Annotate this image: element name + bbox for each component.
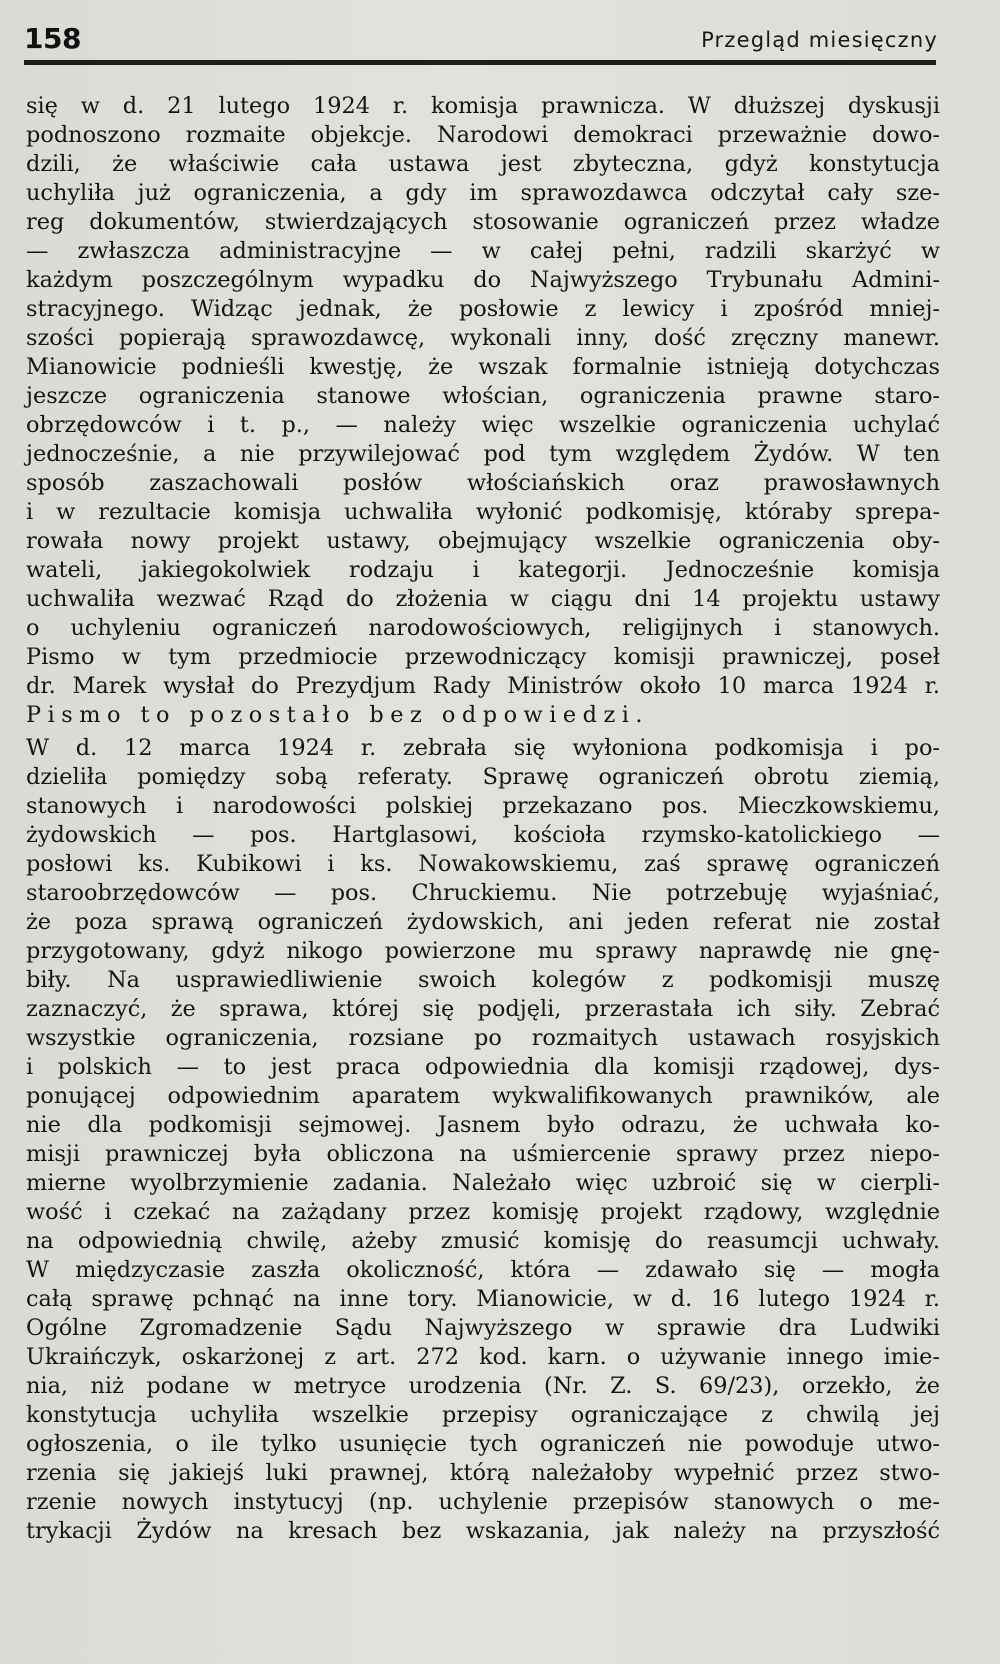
running-title: Przegląd miesięczny bbox=[701, 28, 938, 52]
text-line: każdym poszczególnym wypadku do Najwyższego Trybunału Admini- bbox=[26, 267, 940, 293]
text-line: ogłoszenia, o ile tylko usunięcie tych ograniczeń nie powoduje utwo- bbox=[26, 1431, 940, 1457]
text-line: Mianowicie podnieśli kwestję, że wszak formalnie istnieją dotychczas bbox=[26, 354, 940, 380]
text-line: Ogólne Zgromadzenie Sądu Najwyższego w sprawie dra Ludwiki bbox=[26, 1315, 940, 1341]
text-line: konstytucja uchyliła wszelkie przepisy ograniczające z chwilą jej bbox=[26, 1402, 940, 1428]
page-number: 158 bbox=[24, 22, 81, 55]
text-line: przygotowany, gdyż nikogo powierzone mu sprawy naprawdę nie gnę- bbox=[26, 938, 940, 964]
text-line: wszystkie ograniczenia, rozsiane po rozmaitych ustawach rosyjskich bbox=[26, 1025, 940, 1051]
text-line: Pismo w tym przedmiocie przewodniczący komisji prawniczej, poseł bbox=[26, 644, 940, 670]
text-line: szości popierają sprawozdawcę, wykonali inny, dość zręczny manewr. bbox=[26, 325, 940, 351]
text-line: staroobrzędowców — pos. Chruckiemu. Nie potrzebuję wyjaśniać, bbox=[26, 880, 940, 906]
body-text bbox=[26, 92, 940, 1546]
text-line: dzili, że właściwie cała ustawa jest zbyteczna, gdyż konstytucja bbox=[26, 151, 940, 177]
text-line: całą sprawę pchnąć na inne tory. Mianowicie, w d. 16 lutego 1924 r. bbox=[26, 1286, 940, 1312]
text-line: biły. Na usprawiedliwienie swoich kolegów z podkomisji muszę bbox=[26, 967, 940, 993]
text-line: jednocześnie, a nie przywilejować pod tym względem Żydów. W ten bbox=[26, 441, 940, 467]
text-line: trykacji Żydów na kresach bez wskazania, jak należy na przyszłość bbox=[26, 1518, 940, 1544]
text-line: dzieliła pomiędzy sobą referaty. Sprawę ograniczeń obrotu ziemią, bbox=[26, 764, 940, 790]
text-line: się w d. 21 lutego 1924 r. komisja prawnicza. W dłuższej dyskusji bbox=[26, 93, 940, 119]
text-line: żydowskich — pos. Hartglasowi, kościoła rzymsko-katolickiego — bbox=[26, 822, 940, 848]
page-header bbox=[24, 22, 938, 56]
text-line: i w rezultacie komisja uchwaliła wyłonić podkomisję, któraby sprepa- bbox=[26, 499, 940, 525]
text-line: mierne wyolbrzymienie zadania. Należało więc uzbroić się w cierpli- bbox=[26, 1170, 940, 1196]
text-line: reg dokumentów, stwierdzających stosowanie ograniczeń przez władze bbox=[26, 209, 940, 235]
text-line: podnoszono rozmaite objekcje. Narodowi demokraci przeważnie dowo- bbox=[26, 122, 940, 148]
text-line: na odpowiednią chwilę, ażeby zmusić komisję do reasumcji uchwały. bbox=[26, 1228, 940, 1254]
text-line: uchwaliła wezwać Rząd do złożenia w ciągu dni 14 projektu ustawy bbox=[26, 586, 940, 612]
text-line: nia, niż podane w metryce urodzenia (Nr. Z. S. 69/23), orzekło, że bbox=[26, 1373, 940, 1399]
text-line: Ukraińczyk, oskarżonej z art. 272 kod. karn. o używanie innego imie- bbox=[26, 1344, 940, 1370]
text-line: zaznaczyć, że sprawa, której się podjęli, przerastała ich siły. Zebrać bbox=[26, 996, 940, 1022]
text-line: stanowych i narodowości polskiej przekazano pos. Mieczkowskiemu, bbox=[26, 793, 940, 819]
text-line: nie dla podkomisji sejmowej. Jasnem było odrazu, że uchwała ko- bbox=[26, 1112, 940, 1138]
text-line: W międzyczasie zaszła okoliczność, która — zdawało się — mogła bbox=[26, 1257, 940, 1283]
header-rule bbox=[24, 60, 936, 65]
text-line-spaced: Pismo to pozostało bez odpowiedzi. bbox=[26, 702, 650, 728]
text-line: jeszcze ograniczenia stanowe włościan, ograniczenia prawne staro- bbox=[26, 383, 940, 409]
text-line: wość i czekać na zażądany przez komisję projekt rządowy, względnie bbox=[26, 1199, 940, 1225]
text-line: posłowi ks. Kubikowi i ks. Nowakowskiemu, zaś sprawę ograniczeń bbox=[26, 851, 940, 877]
text-line: ponującej odpowiednim aparatem wykwalifikowanych prawników, ale bbox=[26, 1083, 940, 1109]
text-line: i polskich — to jest praca odpowiednia dla komisji rządowej, dys- bbox=[26, 1054, 940, 1080]
text-line: uchyliła już ograniczenia, a gdy im sprawozdawca odczytał cały sze- bbox=[26, 180, 940, 206]
text-line: rowała nowy projekt ustawy, obejmujący wszelkie ograniczenia oby- bbox=[26, 528, 940, 554]
text-line: dr. Marek wysłał do Prezydjum Rady Ministrów około 10 marca 1924 r. bbox=[26, 673, 940, 699]
text-line: rzenie nowych instytucyj (np. uchylenie przepisów stanowych o me- bbox=[26, 1489, 940, 1515]
text-line: misji prawniczej była obliczona na uśmiercenie sprawy przez niepo- bbox=[26, 1141, 940, 1167]
text-line: — zwłaszcza administracyjne — w całej pełni, radzili skarżyć w bbox=[26, 238, 940, 264]
text-line: rzenia się jakiejś luki prawnej, którą należałoby wypełnić przez stwo- bbox=[26, 1460, 940, 1486]
text-line: sposób zaszachowali posłów włościańskich oraz prawosławnych bbox=[26, 470, 940, 496]
text-line: obrzędowców i t. p., — należy więc wszelkie ograniczenia uchylać bbox=[26, 412, 940, 438]
text-line: W d. 12 marca 1924 r. zebrała się wyłoniona podkomisja i po- bbox=[26, 735, 940, 761]
text-line: stracyjnego. Widząc jednak, że posłowie z lewicy i zpośród mniej- bbox=[26, 296, 940, 322]
text-line: że poza sprawą ograniczeń żydowskich, ani jeden referat nie został bbox=[26, 909, 940, 935]
text-line: o uchyleniu ograniczeń narodowościowych, religijnych i stanowych. bbox=[26, 615, 940, 641]
text-line: wateli, jakiegokolwiek rodzaju i kategorji. Jednocześnie komisja bbox=[26, 557, 940, 583]
